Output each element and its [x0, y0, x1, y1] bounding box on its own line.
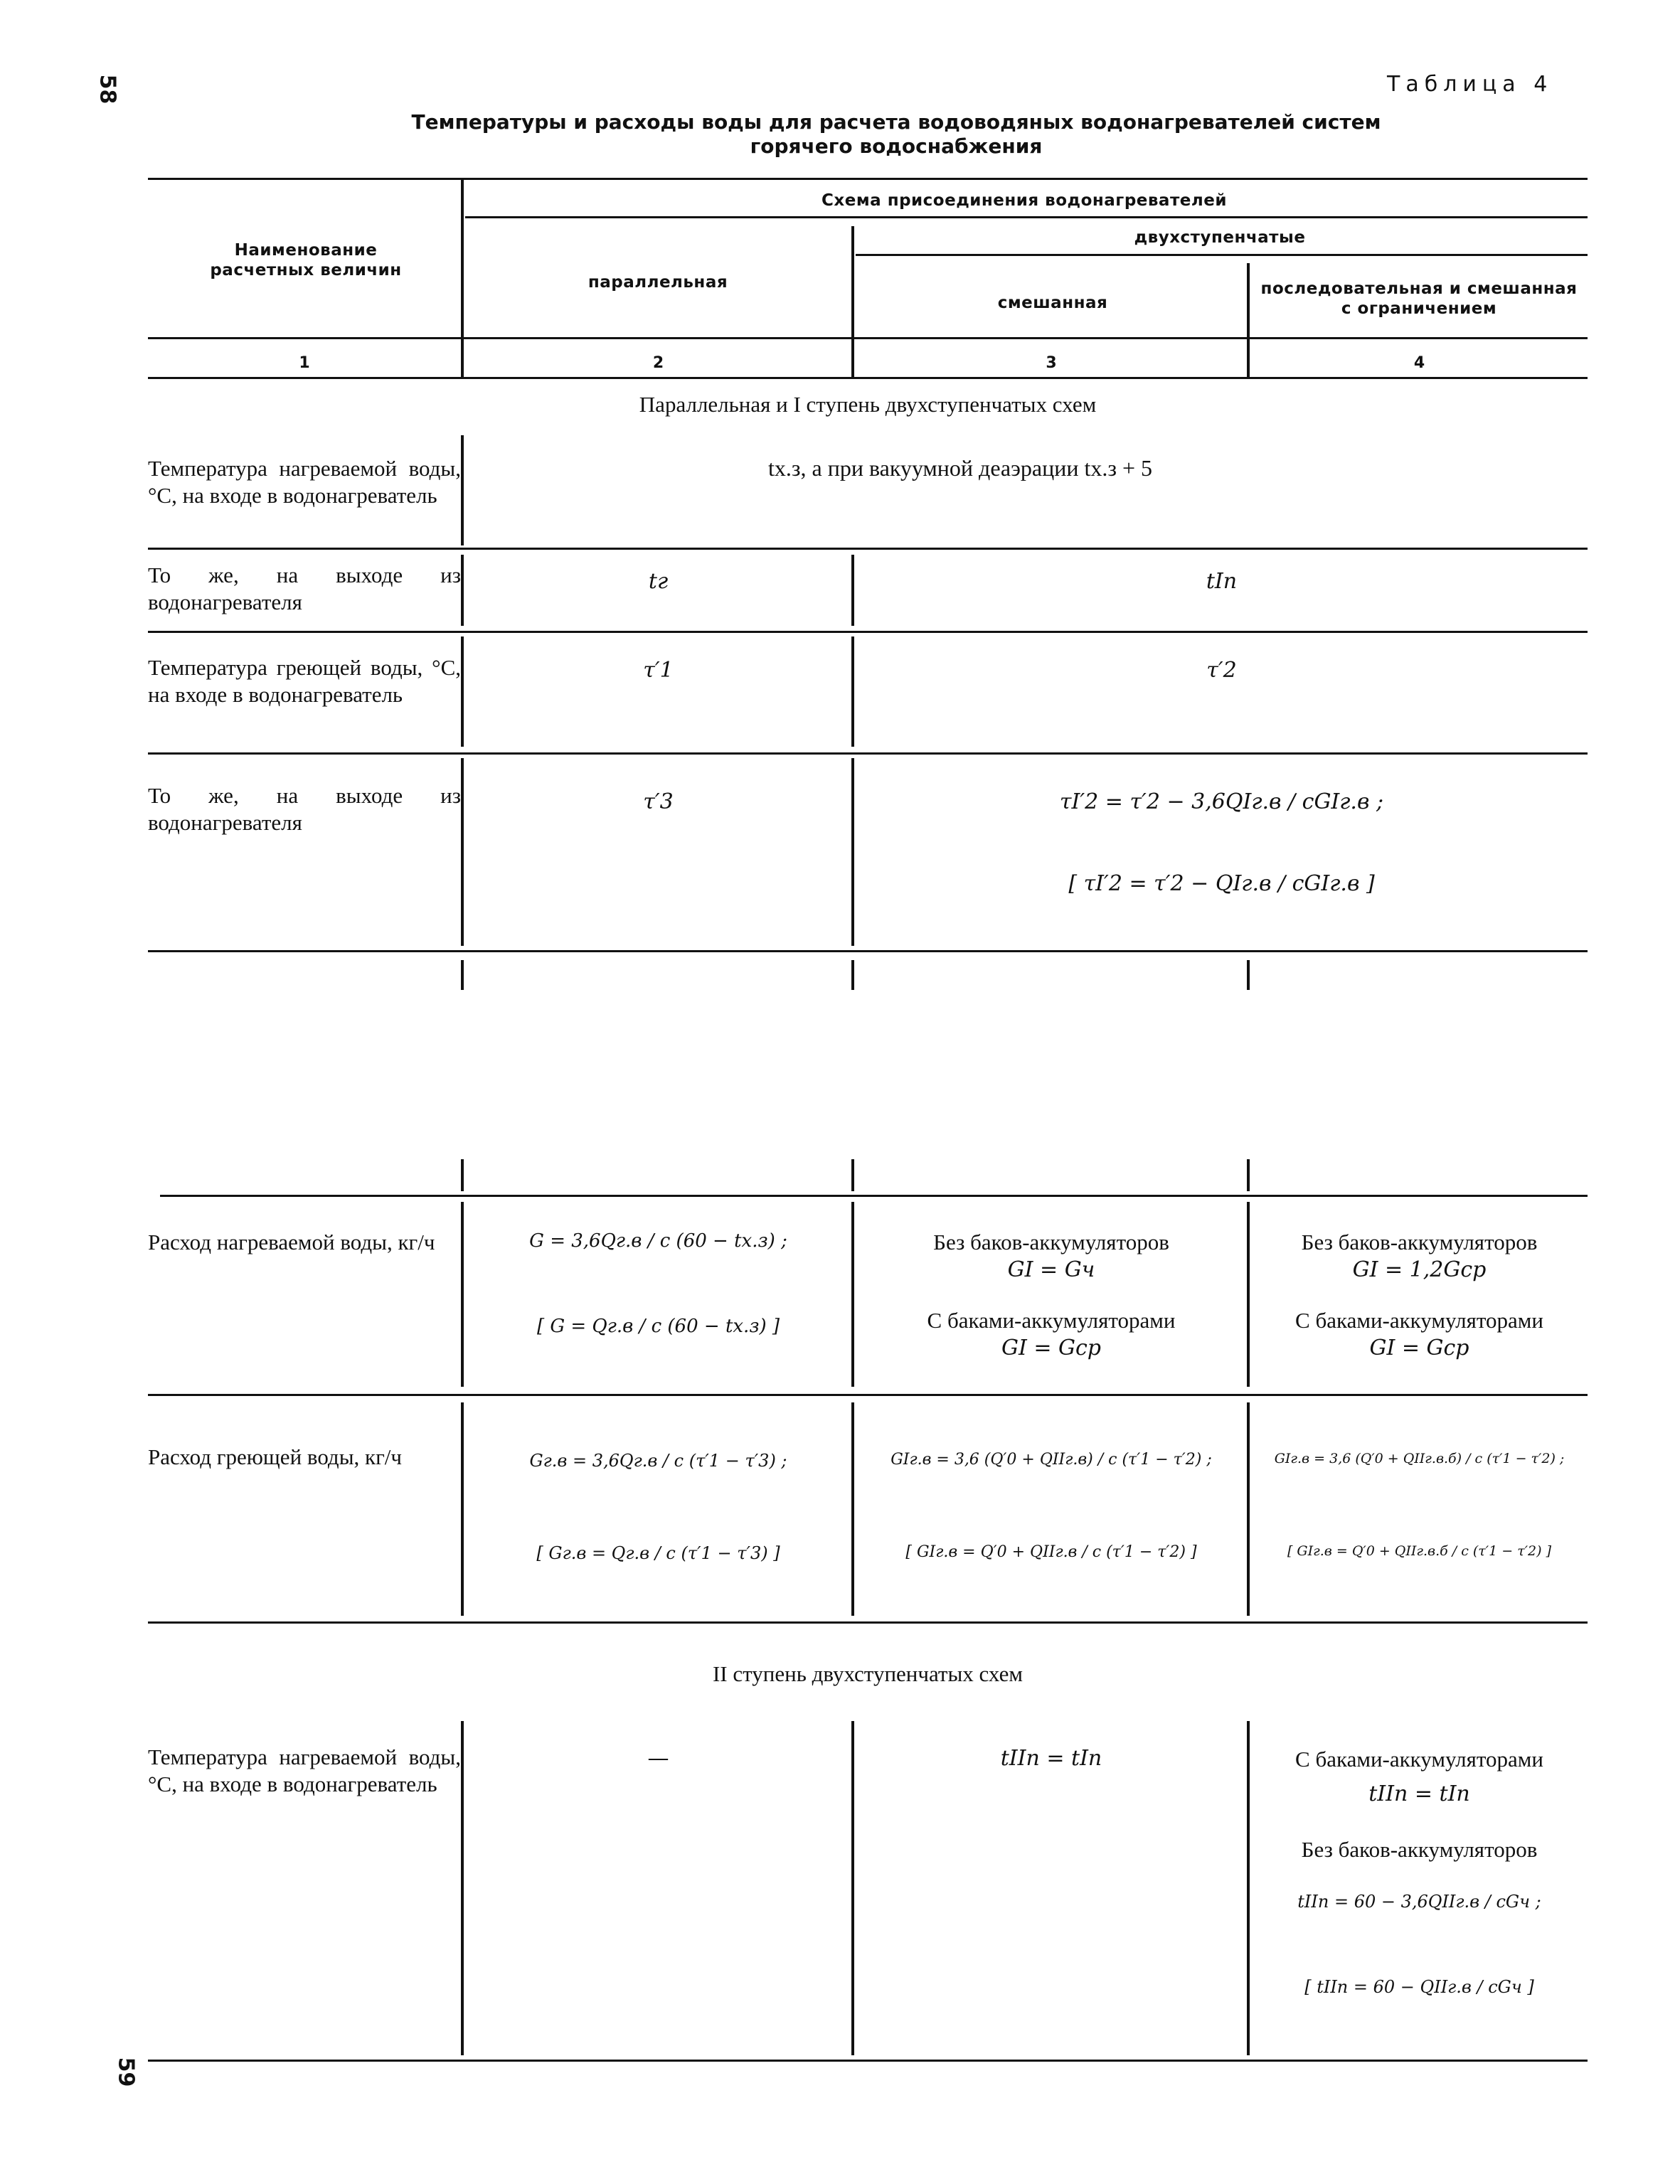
row-label: Расход греющей воды, кг/ч [148, 1444, 403, 1469]
header-parallel: параллельная [588, 273, 728, 292]
cell-formula: tIп [1206, 569, 1238, 594]
cell-formula: tIIп = 60 − 3,6QIIг.в / cGч ; [1297, 1892, 1541, 1912]
row-label: Расход нагреваемой воды, кг/ч [148, 1230, 435, 1255]
cell-formula: GIг.в = 3,6 (Q′0 + QIIг.в.б) / c (τ′1 − τ′2) ; [1274, 1451, 1565, 1466]
cell-formula: τ′1 [643, 658, 674, 683]
cell-formula: — [647, 1746, 669, 1771]
cell-formula: Gг.в = 3,6Qг.в / c (τ′1 − τ′3) ; [529, 1451, 787, 1471]
cell-text: Без баков-аккумуляторов [933, 1230, 1169, 1255]
section2-title: II ступень двухступенчатых схем [712, 1661, 1024, 1686]
merged-formula: tх.з, а при вакуумной деаэрации tх.з + 5 [768, 455, 1153, 481]
cell-formula: [ GIг.в = Q′0 + QIIг.в / c (τ′1 − τ′2) ] [905, 1543, 1197, 1561]
header-scheme: Схема присоединения водонагревателей [822, 191, 1227, 210]
col-num-2: 2 [652, 354, 664, 372]
cell-text: Без баков-аккумуляторов [1301, 1230, 1538, 1255]
col-num-4: 4 [1413, 354, 1425, 372]
cell-formula: τ′3 [643, 789, 674, 814]
page-number-bottom: 59 [113, 2057, 139, 2087]
page-number-top: 58 [95, 74, 120, 105]
cell-text: С баками-аккумуляторами [1295, 1747, 1543, 1772]
cell-formula: GI = 1,2Gср [1352, 1257, 1487, 1282]
cell-formula: GI = Gср [1001, 1336, 1101, 1360]
col-num-3: 3 [1046, 354, 1057, 372]
header-mixed: смешанная [997, 294, 1108, 312]
table-label: Таблица 4 [1387, 72, 1553, 97]
table-title-line2: горячего водоснабжения [750, 134, 1043, 158]
cell-formula: [ Gг.в = Qг.в / c (τ′1 − τ′3) ] [536, 1543, 780, 1563]
table-title-line1: Температуры и расходы воды для расчета водоводяных водонагревателей систем [411, 110, 1381, 134]
col-num-1: 1 [299, 354, 310, 372]
cell-formula: GI = Gср [1369, 1336, 1469, 1360]
section1-title: Параллельная и I ступень двухступенчатых схем [639, 392, 1097, 417]
cell-formula: [ GIг.в = Q′0 + QIIг.в.б / c (τ′1 − τ′2) ] [1287, 1543, 1551, 1559]
cell-formula: [ G = Qг.в / c (60 − tх.з) ] [536, 1316, 780, 1337]
cell-formula: GIг.в = 3,6 (Q′0 + QIIг.в) / c (τ′1 − τ′2) ; [890, 1451, 1212, 1469]
cell-formula: τI′2 = τ′2 − 3,6QIг.в / cGIг.в ; [1059, 789, 1384, 814]
cell-formula: GI = Gч [1007, 1257, 1095, 1282]
cell-text: С баками-аккумуляторами [1295, 1308, 1543, 1333]
header-sequential: последовательная и смешанная с ограничением [1260, 279, 1578, 318]
row-label: То же, на выходе из водонагревателя [148, 783, 461, 835]
cell-formula: tIIп = tIп [1368, 1781, 1470, 1806]
cell-text: С баками-аккумуляторами [927, 1308, 1176, 1333]
row-label: Температура греющей воды, °С, на входе в водонагреватель [148, 655, 461, 707]
table-title [299, 110, 1494, 159]
cell-text: Без баков-аккумуляторов [1301, 1837, 1538, 1862]
row-label: Температура нагреваемой воды, °С, на входе в водонагреватель [148, 1744, 461, 1796]
cell-formula: [ tIIп = 60 − QIIг.в / cGч ] [1304, 1977, 1534, 1997]
row-label: Температура нагреваемой воды, °С, на входе в водонагреватель [148, 456, 461, 508]
cell-formula: [ τI′2 = τ′2 − QIг.в / cGIг.в ] [1068, 871, 1375, 896]
header-two-stage: двухступенчатые [1134, 228, 1306, 247]
cell-formula: G = 3,6Qг.в / c (60 − tх.з) ; [529, 1230, 787, 1252]
cell-formula: tг [648, 569, 669, 594]
cell-formula: τ′2 [1206, 658, 1237, 683]
row-label: То же, на выходе из водонагревателя [148, 563, 461, 614]
cell-formula: tIIп = tIп [1000, 1746, 1102, 1771]
header-col1: Наименование расчетных величин [210, 241, 402, 279]
